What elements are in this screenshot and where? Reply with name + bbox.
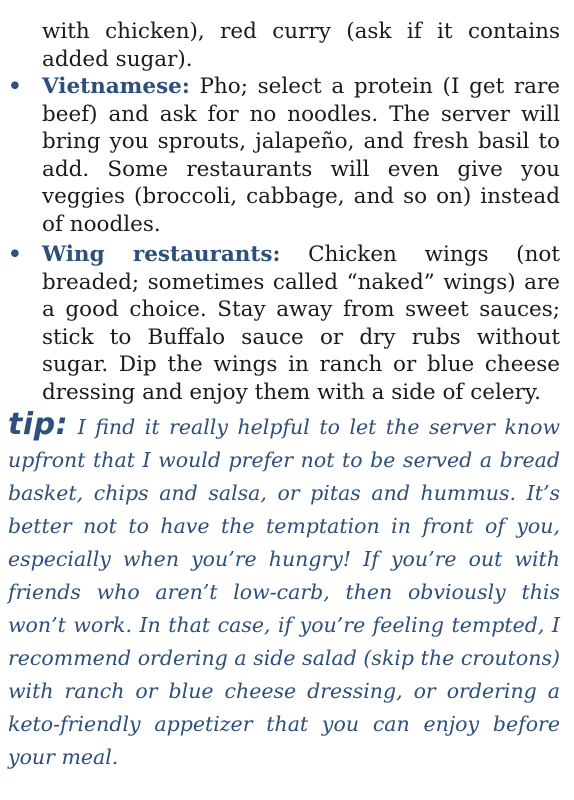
bullet-icon: • [8, 74, 22, 99]
list-item-text: Pho; select a protein (I get rare beef) and ask for no noodles. The server will bring you sprouts, jalapeño, and fresh basil to add. Some restaurants will even give you veggies (broccoli, cabbage, and so on) instead of noodles. [42, 74, 560, 237]
list-item-text: Chicken wings (not breaded; sometimes called “naked” wings) are a good choice. Stay away from sweet sauces; stick to Buffalo sauce or dry rubs without sugar. Dip the wings in ranch or blue cheese dressing and enjoy them with a side of celery. [42, 242, 560, 405]
list-item-term: Vietnamese: [42, 74, 190, 99]
tip-label: tip: [8, 407, 69, 442]
tip-text: I find it really helpful to let the server know upfront that I would prefer not to be served a bread basket, chips and salsa, or pitas and hummus. It’s better not to have the temptation in front of you, especially when you’re hungry! If you’re out with friends who aren’t low-carb, then obviously this won’t work. In that case, if you’re feeling tempted, I recommend ordering a side salad (skip the croutons) with ranch or blue cheese dressing, or ordering a keto-friendly appetizer that you can enjoy before your meal. [8, 415, 560, 769]
continuation-paragraph: with chicken), red curry (ask if it contains added sugar). [42, 19, 560, 72]
bullet-icon: • [8, 242, 22, 267]
tip-callout [8, 408, 560, 774]
list-item-term: Wing restaurants: [42, 242, 281, 267]
list-item-wing-restaurants [0, 241, 574, 406]
restaurant-tips-list [0, 73, 574, 409]
list-item-vietnamese [0, 73, 574, 238]
